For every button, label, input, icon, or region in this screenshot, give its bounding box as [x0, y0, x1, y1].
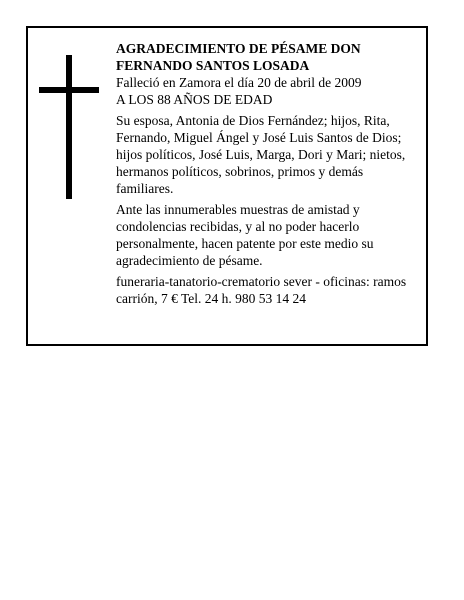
cross-horizontal-bar: [39, 87, 99, 93]
thanks-paragraph: Ante las innumerables muestras de amistad y condolencias recibidas, y al no poder hacerlo personalmente, hacen patente por este medio su agradecimiento de pésame.: [116, 202, 374, 268]
age-line: A LOS 88 AÑOS DE EDAD: [116, 92, 273, 107]
obituary-notice: [26, 26, 428, 346]
notice-title: AGRADECIMIENTO DE PÉSAME DON FERNANDO SANTOS LOSADA: [116, 41, 361, 73]
death-date-line: Falleció en Zamora el día 20 de abril de 2009: [116, 75, 362, 90]
cross-icon: [39, 55, 99, 199]
funeral-home-info: funeraria-tanatorio-crematorio sever - oficinas: ramos carrión, 7 € Tel. 24 h. 980 53 14 24: [116, 274, 407, 306]
cross-vertical-bar: [66, 55, 72, 199]
family-paragraph: Su esposa, Antonia de Dios Fernández; hijos, Rita, Fernando, Miguel Ángel y José Luis Santos de Dios; hijos políticos, José Luis, Marga, Dori y Mari; nietos, hermanos políticos, sobrinos, primos y demás familiares.: [116, 113, 406, 196]
notice-text: [116, 40, 416, 307]
